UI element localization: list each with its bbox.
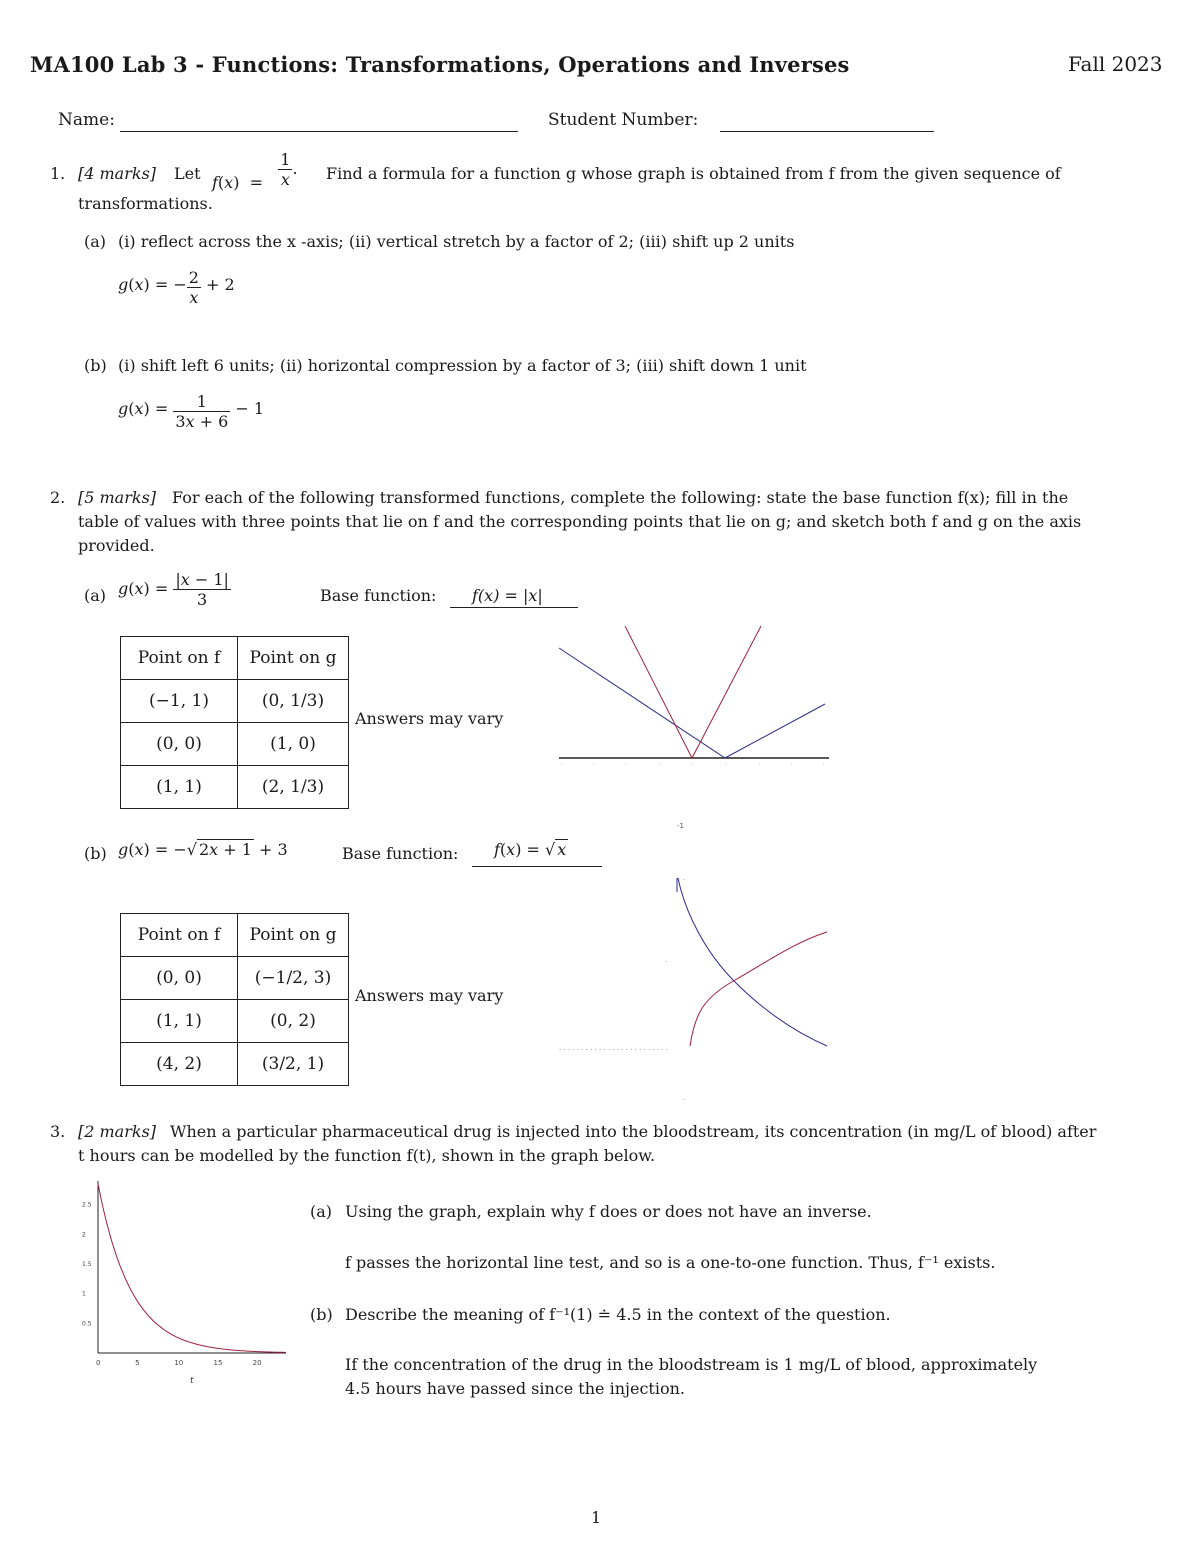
page-title: MA100 Lab 3 - Functions: Transformations, Operations and Inverses (30, 52, 850, 77)
student-number-label: Student Number: (548, 110, 699, 130)
q2-number: 2. (50, 488, 66, 507)
table-row (121, 1043, 349, 1086)
axis-label: -1 (677, 822, 684, 830)
q2-marks: [5 marks] (78, 488, 157, 507)
q3b-answer-1: If the concentration of the drug in the bloodstream is 1 mg/L of blood, approximately (345, 1355, 1038, 1374)
q2b-answers-vary: Answers may vary (355, 986, 504, 1005)
table-row (121, 766, 349, 809)
q2-intro-2: table of values with three points that lie on f and the corresponding points that lie on g; and sketch both f and g on the axis (78, 512, 1082, 531)
table-cell: (0, 1/3) (238, 680, 349, 723)
table-row (121, 680, 349, 723)
q2a-label: (a) (84, 586, 107, 605)
table-header: Point on g (238, 637, 349, 680)
table-cell: (1, 1) (121, 1000, 238, 1043)
q3a-text: Using the graph, explain why f does or does not have an inverse. (345, 1202, 872, 1221)
table-header-row (121, 637, 349, 680)
table-row (121, 1000, 349, 1043)
q1-marks: [4 marks] (78, 164, 157, 183)
x-tick-label: 20 (252, 1359, 262, 1367)
q2a-answers-vary: Answers may vary (355, 709, 504, 728)
table-cell: (2, 1/3) (238, 766, 349, 809)
q2a-g: g(x) = $\frac{|x - 1|}{3}$ (118, 570, 229, 609)
table-header: Point on f (121, 637, 238, 680)
term: Fall 2023 (1068, 52, 1163, 76)
q2b-table (120, 913, 349, 1086)
table-cell: (4, 2) (121, 1043, 238, 1086)
q1b-text: (i) shift left 6 units; (ii) horizontal compression by a factor of 3; (iii) shift down 1 unit (118, 356, 807, 375)
x-tick-label: 0 (96, 1359, 101, 1367)
q2-intro-1: For each of the following transformed functions, complete the following: state the base function f(x); fill in the (172, 488, 1069, 507)
page-number: 1 (591, 1508, 602, 1527)
x-tick-label: 10 (174, 1359, 184, 1367)
table-cell: (−1/2, 3) (238, 957, 349, 1000)
q1-intro: Find a formula for a function g whose graph is obtained from f from the given sequence of (326, 164, 1061, 183)
q1-number: 1. (50, 164, 66, 183)
x-tick-label: 5 (135, 1359, 140, 1367)
x-tick-label: 15 (213, 1359, 223, 1367)
q2b-label: (b) (84, 844, 107, 863)
tick-label: · (791, 762, 793, 768)
q1-intro-cont: transformations. (78, 194, 213, 213)
q1a-answer: g(x) = − $\frac{2}{x}$ + 2 (118, 268, 235, 307)
q2a-base-line (450, 607, 578, 608)
y-tick-label: 0.5 (82, 1320, 92, 1328)
q1-intro-let: Let (174, 164, 201, 183)
q1b-answer: g(x) = $\frac{1}{3x + 6}$ − 1 (118, 392, 265, 431)
q3-number: 3. (50, 1122, 66, 1141)
y-tick-label: 2 (82, 1231, 86, 1239)
table-row (121, 723, 349, 766)
q1b-label: (b) (84, 356, 107, 375)
q3-intro-1: When a particular pharmaceutical drug is injected into the bloodstream, its concentration (in mg/L of blood) after (170, 1122, 1097, 1141)
table-cell: (0, 0) (121, 957, 238, 1000)
q2b-base-line (472, 866, 602, 867)
tick-label: · (823, 762, 825, 768)
f-curve (625, 626, 761, 758)
tick-label: · (691, 762, 693, 768)
table-header: Point on f (121, 914, 238, 957)
q2a-table (120, 636, 349, 809)
q2-intro-3: provided. (78, 536, 155, 555)
table-cell: (0, 2) (238, 1000, 349, 1043)
q3b-label: (b) (310, 1305, 333, 1324)
q2b-graph (555, 872, 835, 1107)
tick-label: · (683, 1096, 686, 1104)
tick-label: · · · · · · · · · · · · · · · · · · · · · · · · · (559, 1046, 669, 1054)
q3a-answer: f passes the horizontal line test, and so is a one-to-one function. Thus, f⁻¹ exists. (345, 1253, 996, 1272)
x-axis-label: t (190, 1376, 194, 1386)
q2a-graph (555, 620, 835, 835)
f-curve (98, 1184, 286, 1352)
y-tick-label: 1.5 (82, 1261, 92, 1269)
q2b-base: f(x) = √ x (494, 840, 567, 859)
tick-label: · (659, 762, 661, 768)
y-tick-labels (82, 1202, 92, 1328)
q3-marks: [2 marks] (78, 1122, 157, 1141)
tick-label: · (683, 876, 686, 884)
tick-label: · (561, 762, 563, 768)
table-cell: (0, 0) (121, 723, 238, 766)
tick-label: · (593, 762, 595, 768)
q2a-base: f(x) = |x| (472, 586, 543, 605)
q2b-base-label: Base function: (342, 844, 459, 863)
student-number-field-line[interactable] (720, 131, 934, 132)
q3-graph (80, 1175, 295, 1390)
q2a-base-label: Base function: (320, 586, 437, 605)
y-tick-label: 2.5 (82, 1201, 92, 1209)
tick-label: · (725, 762, 727, 768)
tick-label: · (625, 762, 627, 768)
g-curve (678, 878, 827, 1046)
name-field-line[interactable] (120, 131, 518, 132)
y-tick-label: 1 (82, 1290, 86, 1298)
table-header: Point on g (238, 914, 349, 957)
q3-intro-2: t hours can be modelled by the function f(t), shown in the graph below. (78, 1146, 656, 1165)
table-cell: (1, 1) (121, 766, 238, 809)
q1a-label: (a) (84, 232, 107, 251)
q1-f-definition: f(x) = $\frac{1}{x}$ . (212, 150, 298, 192)
table-header-row (121, 914, 349, 957)
q3b-text: Describe the meaning of f⁻¹(1) ≐ 4.5 in the context of the question. (345, 1305, 891, 1324)
table-cell: (−1, 1) (121, 680, 238, 723)
f-curve (690, 932, 827, 1046)
g-curve (559, 648, 825, 758)
q3b-answer-2: 4.5 hours have passed since the injection. (345, 1379, 685, 1398)
q1a-text: (i) reflect across the x -axis; (ii) vertical stretch by a factor of 2; (iii) shift up 2 units (118, 232, 795, 251)
table-row (121, 957, 349, 1000)
x-tick-labels (96, 1359, 262, 1367)
tick-label: · (665, 958, 668, 966)
q2b-g: g(x) = −√ 2x + 1 + 3 (118, 840, 288, 859)
q3a-label: (a) (310, 1202, 333, 1221)
name-label: Name: (58, 110, 115, 130)
table-cell: (1, 0) (238, 723, 349, 766)
tick-label: · (759, 762, 761, 768)
table-cell: (3/2, 1) (238, 1043, 349, 1086)
